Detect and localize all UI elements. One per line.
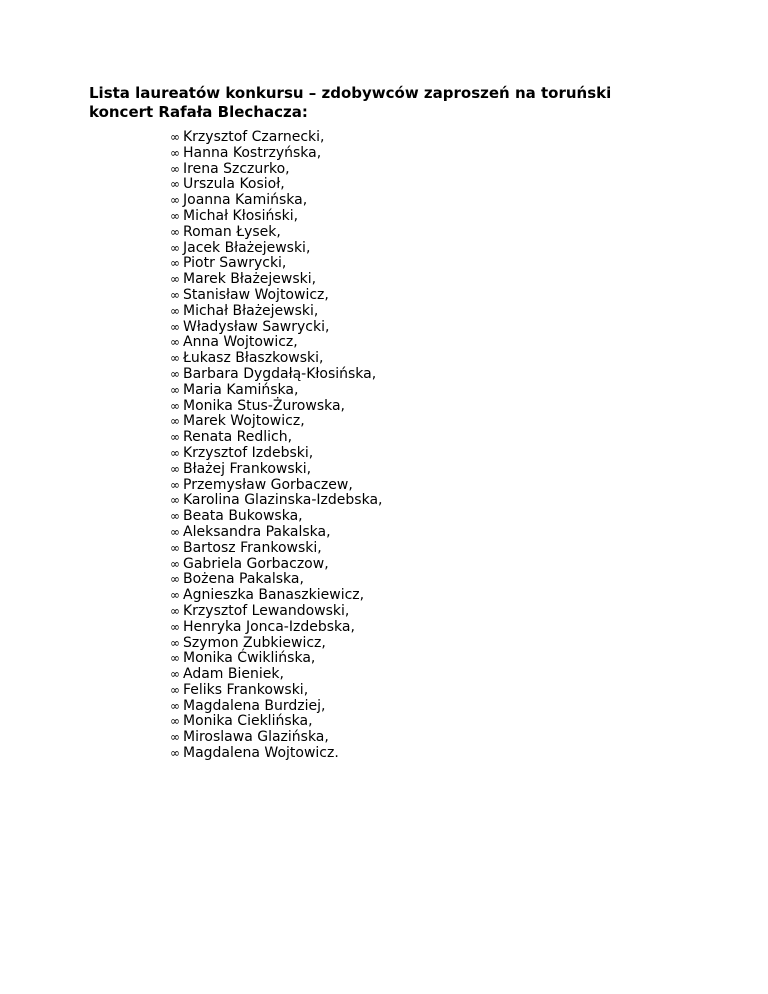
laureate-name: Henryka Jonca-Izdebska,	[183, 618, 355, 635]
laureate-name: Magdalena Burdziej,	[183, 697, 326, 714]
infinity-bullet-icon: ∞	[170, 493, 180, 508]
laureate-name: Władysław Sawrycki,	[183, 318, 330, 335]
laureate-name: Beata Bukowska,	[183, 508, 303, 525]
laureate-name: Miroslawa Glazińska,	[183, 729, 329, 746]
infinity-bullet-icon: ∞	[170, 509, 180, 524]
laureate-item	[170, 367, 382, 383]
laureate-item	[170, 730, 382, 746]
laureate-name: Feliks Frankowski,	[183, 681, 309, 698]
laureate-name: Roman Łysek,	[183, 223, 281, 240]
laureate-name: Jacek Błażejewski,	[183, 239, 311, 256]
infinity-bullet-icon: ∞	[170, 398, 180, 413]
laureate-item	[170, 146, 382, 162]
infinity-bullet-icon: ∞	[170, 445, 180, 460]
infinity-bullet-icon: ∞	[170, 161, 180, 176]
laureate-name: Anna Wojtowicz,	[183, 334, 298, 351]
laureate-item	[170, 651, 382, 667]
heading-line-1: Lista laureatów konkursu – zdobywców zaproszeń na toruński	[89, 84, 612, 102]
laureate-name: Maria Kamińska,	[183, 381, 299, 398]
laureate-item	[170, 288, 382, 304]
laureate-item	[170, 399, 382, 415]
laureate-item	[170, 462, 382, 478]
laureate-item	[170, 177, 382, 193]
infinity-bullet-icon: ∞	[170, 414, 180, 429]
laureate-name: Krzysztof Lewandowski,	[183, 602, 350, 619]
laureate-item	[170, 636, 382, 652]
laureate-name: Joanna Kamińska,	[183, 192, 308, 209]
laureates-list	[170, 130, 382, 762]
laureate-name: Stanisław Wojtowicz,	[183, 286, 329, 303]
laureate-name: Bartosz Frankowski,	[183, 539, 322, 556]
document-heading	[89, 84, 689, 122]
infinity-bullet-icon: ∞	[170, 682, 180, 697]
laureate-name: Barbara Dygdałą-Kłosińska,	[183, 365, 377, 382]
infinity-bullet-icon: ∞	[170, 382, 180, 397]
laureate-name: Monika Cieklińska,	[183, 713, 313, 730]
infinity-bullet-icon: ∞	[170, 619, 180, 634]
laureate-item	[170, 746, 382, 762]
infinity-bullet-icon: ∞	[170, 603, 180, 618]
laureate-name: Hanna Kostrzyńska,	[183, 144, 322, 161]
infinity-bullet-icon: ∞	[170, 351, 180, 366]
laureate-item	[170, 304, 382, 320]
heading-line-2: koncert Rafała Blechacza:	[89, 103, 308, 121]
laureate-name: Adam Bieniek,	[183, 666, 284, 683]
laureate-item	[170, 572, 382, 588]
laureate-name: Magdalena Wojtowicz.	[183, 745, 339, 762]
laureate-name: Michał Błażejewski,	[183, 302, 319, 319]
laureate-name: Piotr Sawrycki,	[183, 255, 287, 272]
laureate-name: Błażej Frankowski,	[183, 460, 312, 477]
infinity-bullet-icon: ∞	[170, 540, 180, 555]
laureate-name: Gabriela Gorbaczow,	[183, 555, 329, 572]
infinity-bullet-icon: ∞	[170, 193, 180, 208]
infinity-bullet-icon: ∞	[170, 366, 180, 381]
infinity-bullet-icon: ∞	[170, 287, 180, 302]
infinity-bullet-icon: ∞	[170, 145, 180, 160]
laureate-item	[170, 320, 382, 336]
infinity-bullet-icon: ∞	[170, 698, 180, 713]
infinity-bullet-icon: ∞	[170, 272, 180, 287]
laureate-name: Krzysztof Izdebski,	[183, 444, 314, 461]
laureate-item	[170, 335, 382, 351]
laureate-name: Urszula Kosioł,	[183, 176, 285, 193]
laureate-name: Monika Ćwiklińska,	[183, 650, 316, 667]
laureate-item	[170, 493, 382, 509]
laureate-item	[170, 162, 382, 178]
infinity-bullet-icon: ∞	[170, 477, 180, 492]
laureate-item	[170, 588, 382, 604]
laureate-item	[170, 525, 382, 541]
laureate-item	[170, 446, 382, 462]
laureate-item	[170, 383, 382, 399]
laureate-name: Łukasz Błaszkowski,	[183, 350, 324, 367]
laureate-item	[170, 130, 382, 146]
laureate-item	[170, 193, 382, 209]
infinity-bullet-icon: ∞	[170, 667, 180, 682]
laureate-item	[170, 714, 382, 730]
laureate-name: Irena Szczurko,	[183, 160, 290, 177]
laureate-item	[170, 351, 382, 367]
infinity-bullet-icon: ∞	[170, 224, 180, 239]
infinity-bullet-icon: ∞	[170, 303, 180, 318]
laureate-item	[170, 272, 382, 288]
laureate-name: Marek Błażejewski,	[183, 271, 317, 288]
laureate-item	[170, 557, 382, 573]
laureate-name: Krzysztof Czarnecki,	[183, 129, 325, 145]
infinity-bullet-icon: ∞	[170, 746, 180, 761]
laureate-item	[170, 256, 382, 272]
infinity-bullet-icon: ∞	[170, 635, 180, 650]
infinity-bullet-icon: ∞	[170, 256, 180, 271]
laureate-name: Karolina Glazinska-Izdebska,	[183, 492, 383, 509]
laureate-item	[170, 541, 382, 557]
infinity-bullet-icon: ∞	[170, 335, 180, 350]
laureate-name: Agnieszka Banaszkiewicz,	[183, 587, 365, 604]
infinity-bullet-icon: ∞	[170, 714, 180, 729]
infinity-bullet-icon: ∞	[170, 651, 180, 666]
laureate-item	[170, 414, 382, 430]
laureate-item	[170, 225, 382, 241]
laureate-item	[170, 478, 382, 494]
laureate-item	[170, 667, 382, 683]
infinity-bullet-icon: ∞	[170, 730, 180, 745]
infinity-bullet-icon: ∞	[170, 588, 180, 603]
laureate-item	[170, 209, 382, 225]
infinity-bullet-icon: ∞	[170, 430, 180, 445]
laureate-item	[170, 620, 382, 636]
laureate-item	[170, 241, 382, 257]
laureate-item	[170, 509, 382, 525]
infinity-bullet-icon: ∞	[170, 556, 180, 571]
infinity-bullet-icon: ∞	[170, 240, 180, 255]
infinity-bullet-icon: ∞	[170, 572, 180, 587]
laureate-name: Aleksandra Pakalska,	[183, 523, 331, 540]
infinity-bullet-icon: ∞	[170, 319, 180, 334]
infinity-bullet-icon: ∞	[170, 130, 180, 144]
infinity-bullet-icon: ∞	[170, 208, 180, 223]
infinity-bullet-icon: ∞	[170, 461, 180, 476]
laureate-item	[170, 430, 382, 446]
laureate-name: Monika Stus-Żurowska,	[183, 397, 346, 414]
laureate-name: Bożena Pakalska,	[183, 571, 304, 588]
laureate-item	[170, 699, 382, 715]
infinity-bullet-icon: ∞	[170, 177, 180, 192]
laureate-name: Marek Wojtowicz,	[183, 413, 305, 430]
laureate-name: Szymon Zubkiewicz,	[183, 634, 326, 651]
laureate-name: Przemysław Gorbaczew,	[183, 476, 353, 493]
infinity-bullet-icon: ∞	[170, 524, 180, 539]
laureate-item	[170, 604, 382, 620]
laureate-name: Michał Kłosiński,	[183, 207, 299, 224]
laureate-item	[170, 683, 382, 699]
laureate-name: Renata Redlich,	[183, 429, 293, 446]
